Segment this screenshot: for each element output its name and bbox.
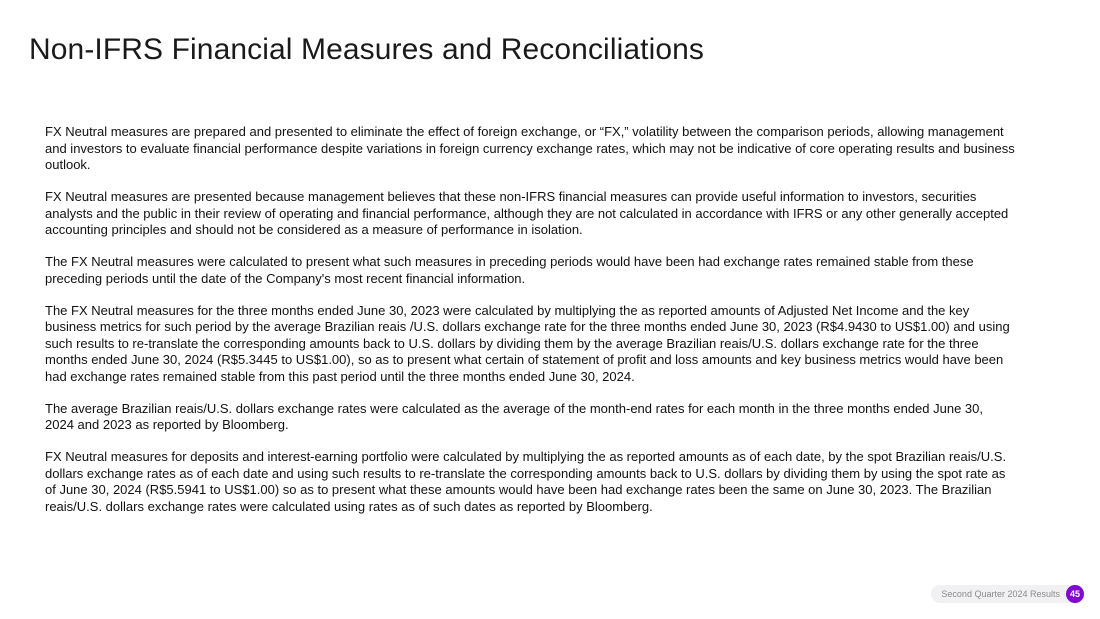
footer-label: Second Quarter 2024 Results: [941, 589, 1060, 599]
paragraph-three-months-method: The FX Neutral measures for the three months ended June 30, 2023 were calculated by multiplying the as reported amounts of Adjusted Net Income and the key business metrics for such period by the average Brazilian reais /U.S. dollars exchange rate for the three months ended June 30, 2023 (R$4.9430 to US$1.00) and using such results to re-translate the corresponding amounts back to U.S. dollars by dividing them by the average Brazilian reais/U.S. dollars exchange rate for the three months ended June 30, 2024 (R$5.3445 to US$1.00), so as to present what certain of statement of profit and loss amounts and key business metrics would have been had exchange rates remained stable from this past period until the three months ended June 30, 2024.: [45, 302, 1010, 384]
paragraph-deposits-method: FX Neutral measures for deposits and interest-earning portfolio were calculated by multiplying the as reported amounts as of each date, by the spot Brazilian reais/U.S. dollars exchange rates as of each date and using such results to re-translate the corresponding amounts back to U.S. dollars by dividing them by using the spot rate as of June 30, 2024 (R$5.5941 to US$1.00) so as to present what these amounts would have been had exchange rates been the same on June 30, 2023. The Brazilian reais/U.S. dollars exchange rates were calculated using rates as of such dates as reported by Bloomberg.: [45, 449, 1007, 514]
paragraph-fx-neutral-purpose: FX Neutral measures are presented because management believes that these non-IFRS financial measures can provide useful information to investors, securities analysts and the public in their review of operating and financial performance, although they are not calculated in accordance with IFRS or any other generally accepted accounting principles and should not be considered as a measure of performance in isolation.: [45, 189, 1009, 237]
paragraph-average-rates: The average Brazilian reais/U.S. dollars exchange rates were calculated as the average of the month-end rates for each month in the three months ended June 30, 2024 and 2023 as reported by Bloomberg.: [45, 400, 983, 432]
paragraph-fx-neutral-calculation: The FX Neutral measures were calculated to present what such measures in preceding periods would have been had exchange rates remained stable from these preceding periods until the date of the Company's most recent financial information.: [45, 254, 974, 286]
slide-title: Non-IFRS Financial Measures and Reconciliations: [29, 33, 704, 66]
page-number-badge: 45: [1066, 585, 1084, 603]
body-text: [45, 124, 1015, 531]
paragraph-fx-neutral-definition: FX Neutral measures are prepared and presented to eliminate the effect of foreign exchange, or “FX,” volatility between the comparison periods, allowing management and investors to evaluate financial performance despite variations in foreign currency exchange rates, which may not be indicative of core operating results and business outlook.: [45, 124, 1015, 172]
slide-footer: [931, 585, 1084, 603]
